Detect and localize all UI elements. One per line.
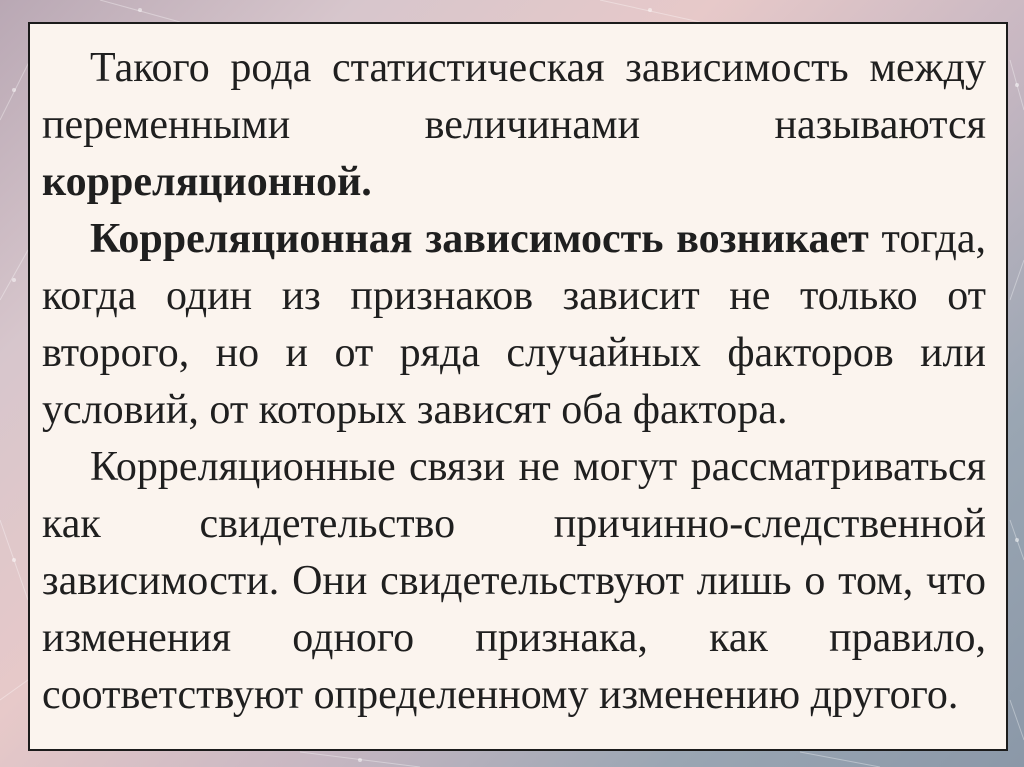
- term-correlational: корреляционной.: [42, 159, 372, 205]
- paragraph-causality-note: [42, 439, 986, 724]
- paragraph-correlation-origin-text: тогда, когда один из признаков зависит не только от второго, но и от ряда случайных факторов или условий, от которых зависят оба фактора.: [42, 216, 987, 433]
- term-correlation-dependence: Корреляционная зависимость возникает: [90, 216, 869, 262]
- paragraph-definition: [42, 40, 986, 211]
- slide-text-panel: [28, 22, 1008, 751]
- paragraph-correlation-origin: [42, 211, 986, 439]
- paragraph-definition-text: Такого рода статистическая зависимость между переменными величинами называются: [42, 45, 986, 148]
- paragraph-causality-note-text: Корреляционные связи не могут рассматриваться как свидетельство причинно-следственной зависимости. Они свидетельствуют лишь о том, что изменения одного признака, как правило, соответствуют определенному изменению другого.: [42, 444, 986, 718]
